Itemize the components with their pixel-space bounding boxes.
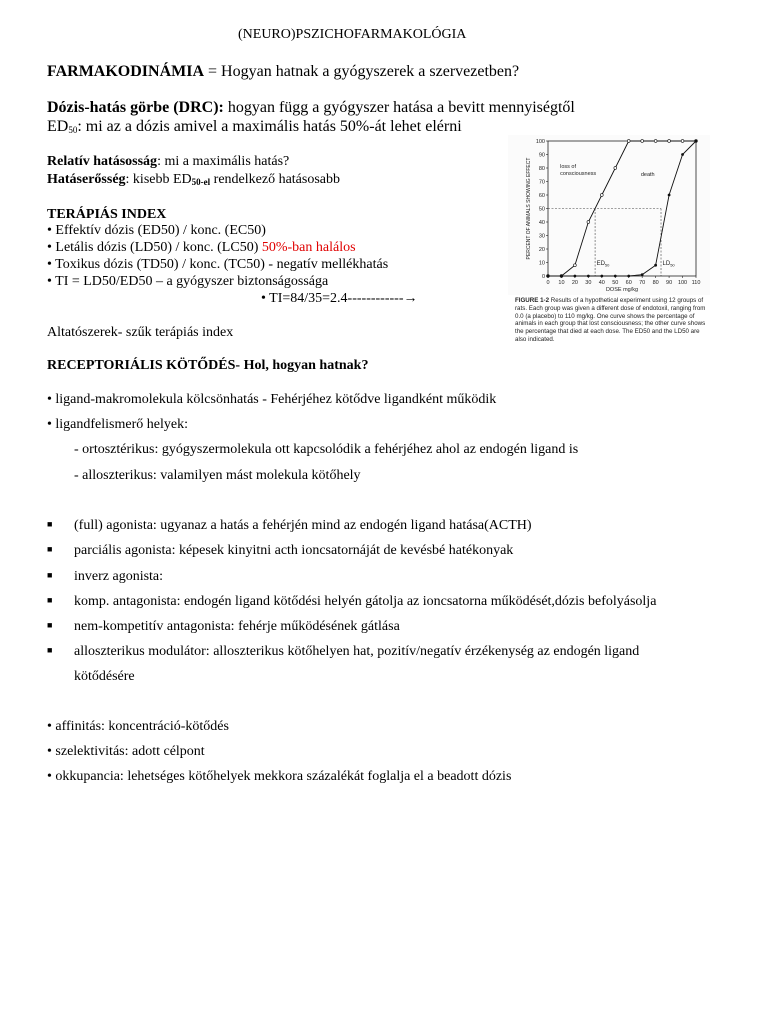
y-tick-label: 70 [538,179,545,186]
data-point-loss [574,264,577,267]
receptorialis-text: - Hol, hogyan hatnak? [235,358,369,373]
label-ld50-sub: 50 [670,262,675,268]
x-tick-label: 30 [585,280,592,286]
data-point-death [614,275,617,278]
square-item-text: nem-kompetitív antagonista: fehérje működésének gátlása [74,619,400,634]
bullet-ligandfelismero: • ligandfelismerő helyek: [47,417,188,432]
data-point-loss [587,221,590,224]
y-tick-label: 90 [538,152,545,159]
data-point-death [574,275,577,278]
data-point-death [600,275,603,278]
bullet-okkupancia: • okkupancia: lehetséges kötőhelyek mekkora százalékát foglalja el a beadott dózis [47,769,512,784]
x-tick-label: 0 [546,280,550,286]
y-axis-label: PERCENT OF ANIMALS SHOWING EFFECT [526,157,532,260]
terapias-item-4: • TI = LD50/ED50 – a gyógyszer biztonságossága [47,274,329,289]
hataserosseg-label: Hatáserősség [47,172,126,187]
data-point-death [695,140,698,143]
y-tick-label: 40 [538,219,545,226]
data-point-loss [627,140,630,143]
relativ-text: : mi a maximális hatás? [157,154,290,169]
relativ-label: Relatív hatásosság [47,154,158,169]
lethal-red-text: 50%-ban halálos [261,240,356,255]
drc-line [47,99,575,117]
x-tick-label: 40 [598,280,605,286]
receptorialis-line [47,358,368,374]
x-tick-label: 10 [558,280,565,286]
hataserosseg-line [47,172,340,188]
square-item-text: parciális agonista: képesek kinyitni acth ioncsatornáját de kevésbé hatékonyak [74,543,514,558]
data-point-death [587,275,590,278]
data-point-loss [600,194,603,197]
terapias-heading: TERÁPIÁS INDEX [47,207,167,222]
square-item-nem-kompetitiv [47,619,400,635]
square-item-parcialis [47,543,514,559]
hataserosseg-text: : kisebb ED [125,172,192,187]
square-item-text: (full) agonista: ugyanaz a hatás a fehérjén mind az endogén ligand hatása(ACTH) [74,518,532,533]
terapias-item-1: • Effektív dózis (ED50) / konc. (EC50) [47,223,266,238]
y-tick-label: 50 [538,206,545,213]
x-tick-label: 70 [639,280,646,286]
farmakodinamia-line [47,63,519,81]
square-item-modulator-cont: kötődésére [74,669,135,684]
data-point-death [668,194,671,197]
x-axis-label: DOSE mg/kg [605,287,639,293]
label-ed50: $ED_{50}$ [596,261,610,268]
square-item-komp [47,594,657,610]
data-point-death [560,275,563,278]
farmakodinamia-text: = Hogyan hatnak a gyógyszerek a szervezetben? [204,63,520,80]
square-item-full-agonista [47,518,532,534]
page-title: (NEURO)PSZICHOFARMAKOLÓGIA [238,27,467,42]
data-point-loss [641,140,644,143]
terapias-item-2-text: • Letális dózis (LD50) / konc. (LC50) [47,240,262,255]
data-point-death [627,275,630,278]
data-point-loss [614,167,617,170]
y-tick-label: 100 [535,138,545,145]
relativ-line [47,154,289,170]
farmakodinamia-label: FARMAKODINÁMIA [47,63,205,80]
ed50-line [47,118,462,136]
square-item-text: inverz agonista: [74,569,164,584]
y-tick-label: 60 [538,192,545,199]
caption-bold: FIGURE 1-2 [515,297,550,304]
terapias-item-2 [47,240,356,256]
drc-text: hogyan függ a gyógyszer hatása a bevitt mennyiségtől [223,99,575,116]
hataserosseg-text2: rendelkező hatásosabb [210,172,340,187]
ed50-text: : mi az a dózis amivel a maximális hatás 50%-át lehet elérni [77,118,462,135]
bullet-ligand: • ligand-makromolekula kölcsönhatás - Fehérjéhez kötődve ligandként működik [47,392,497,407]
x-tick-label: 50 [612,280,619,286]
ed50-sub: 50 [68,125,78,135]
drc-label: Dózis-hatás görbe (DRC): [47,99,224,116]
x-tick-label: 100 [677,280,688,286]
square-item-text: alloszterikus modulátor: alloszterikus kötőhelyen hat, pozitív/negatív érzékenység az endogén ligand [74,644,640,659]
label-ed50-sub: 50 [604,262,610,268]
data-point-death [681,153,684,156]
square-item-inverz [47,569,164,585]
y-tick-label: 0 [541,273,545,280]
caption-text: Results of a hypothetical experiment using 12 groups of rats. Each group was given a different dose of endotoxil, ranging from 0.0 (a placebo) to 110 mg/kg. One curve shows the percentage of animals in each group that lost consciousness; the other curve shows the percentage that died at each dose. The ED50 and the LD50 are also indicated. [515,297,706,343]
receptorialis-label: RECEPTORIÁLIS KÖTŐDÉS [47,358,236,373]
label-loss-of-consciousness-2: consciousness [560,170,597,177]
square-bullet-icon: ■ [47,595,53,605]
y-tick-label: 10 [538,260,545,267]
square-bullet-icon: ■ [47,645,53,655]
data-point-death [641,273,644,276]
square-bullet-icon: ■ [47,519,53,529]
data-point-death [654,264,657,267]
figure-caption [515,297,707,344]
square-bullet-icon: ■ [47,620,53,630]
hataserosseg-sub: 50-el [191,177,211,187]
data-point-loss [654,140,657,143]
altatoszerek-line: Altatószerek- szűk terápiás index [47,325,234,340]
square-bullet-icon: ■ [47,544,53,554]
x-tick-label: 60 [625,280,632,286]
y-tick-label: 30 [538,233,545,240]
label-death: death [640,172,655,179]
x-tick-label: 110 [691,280,701,286]
data-point-loss [681,140,684,143]
bullet-affinitas: • affinitás: koncentráció-kötődés [47,719,229,734]
square-bullet-icon: ■ [47,570,53,580]
y-tick-label: 80 [538,165,545,172]
bullet-szelektivitas: • szelektivitás: adott célpont [47,744,205,759]
x-tick-label: 20 [571,280,578,286]
square-item-modulator [47,644,640,660]
x-tick-label: 80 [652,280,659,286]
label-ld50: $LD_{50}$ [662,261,675,268]
subitem-alloszterikus: - alloszterikus: valamilyen mást molekula kötőhely [74,468,361,483]
x-tick-label: 90 [666,280,673,286]
subitem-ortoszterikus: - ortosztérikus: gyógyszermolekula ott kapcsolódik a fehérjéhez ahol az endogén ligand is [74,442,579,457]
ti-value: • TI=84/35=2.4------------→ [261,291,418,306]
label-loss-of-consciousness: loss of [560,164,577,170]
data-point-loss [668,140,671,143]
terapias-item-3: • Toxikus dózis (TD50) / konc. (TC50) - negatív mellékhatás [47,257,389,272]
square-item-text: komp. antagonista: endogén ligand kötődési helyén gátolja az ioncsatorna működését,dózis befolyásolja [74,594,657,609]
dose-response-chart [508,135,710,295]
data-point-death [547,275,550,278]
y-tick-label: 20 [538,246,545,253]
ed50-prefix: ED [47,118,69,135]
